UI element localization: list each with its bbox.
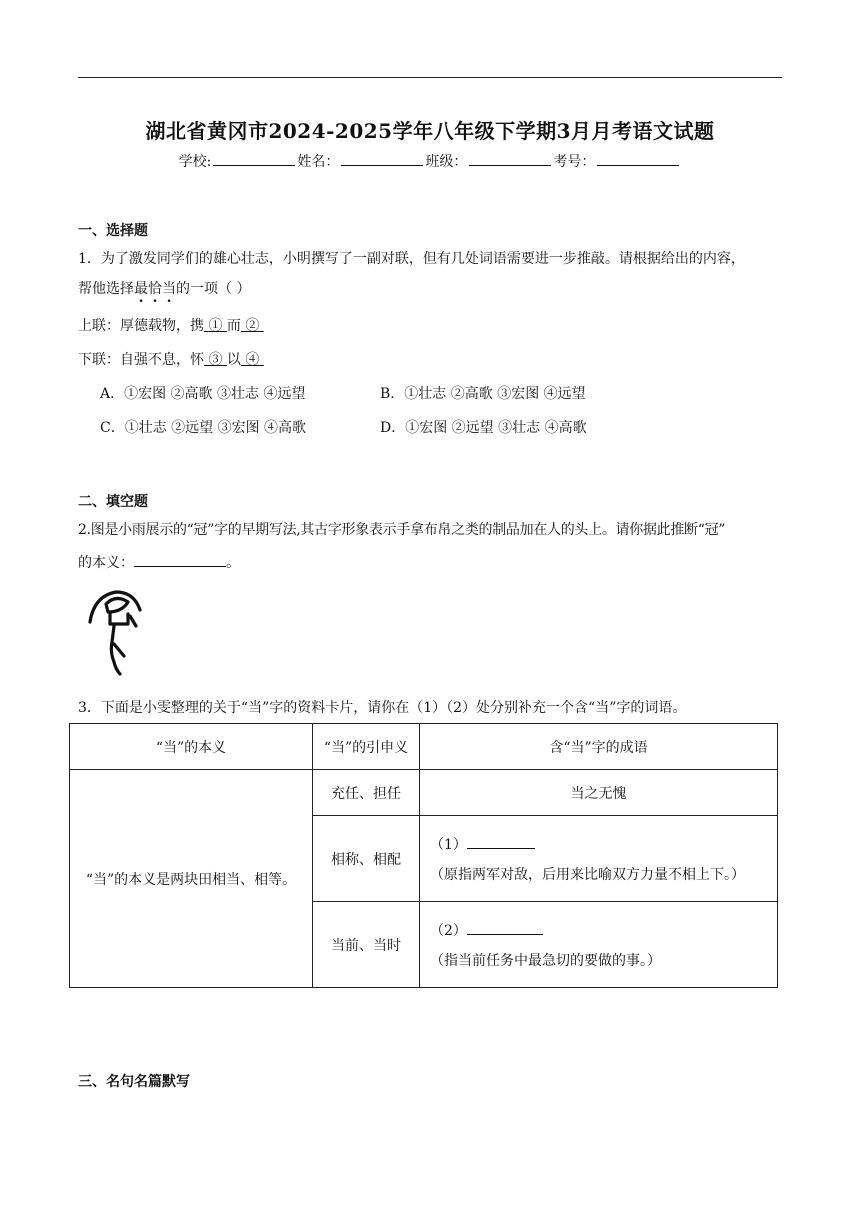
school-field[interactable] [213,153,295,166]
blank-3: ③ [208,352,223,368]
idiom-answer-blank-2[interactable] [467,922,543,935]
option-d[interactable]: D．①宏图 ②远望 ③壮志 ④高歌 [380,420,587,436]
blank-1: ① [208,318,223,334]
emphasis-char: 当 [162,281,176,297]
name-label: 姓名： [297,154,340,170]
blank-2: ② [245,318,260,334]
school-label: 学校: [178,154,212,170]
option-a[interactable]: A．①宏图 ②高歌 ③壮志 ④远望 [100,386,306,402]
idiom-cell: 当之无愧 [420,770,778,816]
section-heading-choice: 一、选择题 [78,223,148,239]
option-c[interactable]: C．①壮志 ②远望 ③宏图 ④高歌 [100,420,307,436]
dang-info-card-table [69,723,778,988]
exam-no-label: 考号： [553,154,596,170]
extended-meaning-cell: 当前、当时 [313,902,420,988]
name-field[interactable] [341,153,423,166]
q2-stem-line2: 的本义： 。 [78,555,240,571]
table-header: “当”的引申义 [313,724,420,770]
student-info-line [0,151,860,171]
original-meaning-cell: “当”的本义是两块田相当、相等。 [70,770,313,988]
q1-stem-line1: 1．为了激发同学们的雄心壮志，小明撰写了一副对联，但有几处词语需要进一步推敲。请根据给出的内容， [78,251,745,267]
idiom-cell-blank-2: （2） （指当前任务中最急切的要做的事。） [420,902,778,988]
ancient-guan-character-image [84,582,144,678]
couplet-upper: 上联：厚德载物，携 ① 而 ② [78,315,264,335]
page-title: 湖北省黄冈市2024-2025学年八年级下学期3月月考语文试题 [145,119,715,143]
couplet-lower: 下联：自强不息，怀 ③ 以 ④ [78,349,264,369]
class-label: 班级： [425,154,468,170]
table-header: “当”的本义 [70,724,313,770]
q2-stem-line1: 2.图是小雨展示的“冠”字的早期写法,其古字形象表示手拿布帛之类的制品加在人的头上。请你据此推断“冠” [78,522,726,538]
section-heading-recitation: 三、名句名篇默写 [78,1074,190,1090]
extended-meaning-cell: 相称、相配 [313,816,420,902]
idiom-note: （原指两军对敌，后用来比喻双方力量不相上下。） [430,866,745,883]
idiom-cell-blank-1: （1） （原指两军对敌，后用来比喻双方力量不相上下。） [420,816,778,902]
class-field[interactable] [469,153,551,166]
emphasis-char: 恰 [148,281,162,297]
option-b[interactable]: B．①壮志 ②高歌 ③宏图 ④远望 [380,386,586,402]
q3-intro: 3．下面是小雯整理的关于“当”字的资料卡片，请你在（1）（2）处分别补充一个含“当”字的词语。 [78,700,687,716]
q2-answer-blank[interactable] [134,554,226,567]
header-rule [78,77,782,78]
section-heading-fill: 二、填空题 [78,494,148,510]
table-header: 含“当”字的成语 [420,724,778,770]
emphasis-char: 最 [134,281,148,297]
extended-meaning-cell: 充任、担任 [313,770,420,816]
blank-4: ④ [245,352,260,368]
exam-no-field[interactable] [597,153,679,166]
idiom-note: （指当前任务中最急切的要做的事。） [430,952,661,969]
idiom-answer-blank-1[interactable] [467,836,535,849]
q1-stem-line2: 帮他选择最恰当的一项（ ） [78,281,251,297]
